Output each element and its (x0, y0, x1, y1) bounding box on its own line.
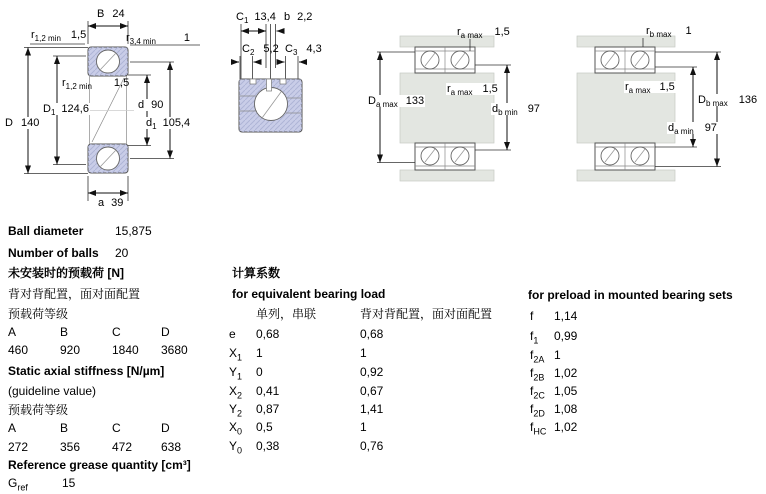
calc-v2-y0: 0,76 (360, 439, 384, 453)
dim-label-db-min: $d_{b min}$ 97 (492, 103, 540, 118)
calc-sym-y2: $Y_2$ (229, 402, 243, 419)
factor-value-f2a: 1 (554, 348, 561, 362)
dim-label-D: D 140 (5, 117, 40, 129)
stiffness-class-a: A (8, 421, 17, 435)
factor-sym-f: f (530, 309, 534, 323)
dim-label-a: a 39 (98, 197, 124, 209)
factor-value-fhc: 1,02 (554, 420, 578, 434)
calc-sym-x0: $X_0$ (229, 420, 243, 437)
preload-class-label: 预载荷等级 (8, 307, 69, 321)
calc-v1-y2: 0,87 (256, 402, 280, 416)
number-of-balls-label: Number of balls (8, 246, 99, 260)
calc-sym-e: e (229, 327, 236, 341)
mounted-set-diagram-right (577, 36, 721, 181)
stiffness-class-c: C (112, 421, 121, 435)
dim-label-D1: $D_1$ 124,6 (43, 103, 89, 118)
factor-sym-f2c: $f_{2C}$ (530, 384, 545, 401)
factor-sym-fhc: $f_{HC}$ (530, 420, 547, 437)
ball-diameter-label: Ball diameter (8, 224, 84, 238)
stiffness-class-b: B (60, 421, 69, 435)
stiffness-value-a: 272 (8, 440, 29, 454)
calc-v2-x1: 1 (360, 346, 367, 360)
preload-class-b: B (60, 325, 69, 339)
stiffness-class-d: D (161, 421, 170, 435)
factor-sym-f2b: $f_{2B}$ (530, 366, 545, 383)
ring-detail-diagram (231, 24, 307, 132)
grease-symbol: $G_{ref}$ (8, 476, 28, 493)
preload-unmounted-heading: 未安装时的预载荷 [N] (8, 266, 124, 280)
calc-v1-x0: 0,5 (256, 420, 273, 434)
calc-v1-y1: 0 (256, 365, 263, 379)
dim-label-ra-max-right: $r_{a max}$ 1,5 (625, 81, 675, 96)
preload-value-c: 1840 (112, 343, 139, 357)
preload-value-d: 3680 (161, 343, 188, 357)
dim-label-ra-max-mid: $r_{a max}$ 1,5 (447, 83, 498, 98)
calc-v2-x0: 1 (360, 420, 367, 434)
calc-v2-x2: 0,67 (360, 384, 384, 398)
preload-class-a: A (8, 325, 17, 339)
preload-value-b: 920 (60, 343, 81, 357)
factor-value-f2c: 1,05 (554, 384, 578, 398)
dim-label-r12-top: $r_{1,2 min}$ 1,5 (31, 29, 87, 44)
calc-sym-y1: $Y_1$ (229, 365, 243, 382)
calc-sym-x1: $X_1$ (229, 346, 243, 363)
calc-v1-y0: 0,38 (256, 439, 280, 453)
factor-value-f: 1,14 (554, 309, 578, 323)
dim-label-C2: $C_2$ 5,2 (242, 43, 279, 58)
arrangement-text: 背对背配置，面对面配置 (8, 287, 141, 301)
dim-label-C1: $C_1$ 13,4 (236, 11, 276, 26)
dim-label-ra-max-top: $r_{a max}$ 1,5 (457, 26, 510, 41)
factor-sym-f1: $f_1$ (530, 329, 539, 346)
calc-col1-header: 单列，串联 (256, 307, 317, 321)
dim-label-r34: $r_{3,4 min}$ 1 (126, 32, 191, 47)
ball-diameter-value: 15,875 (115, 224, 152, 238)
dim-label-da-min: $d_{a min}$ 97 (668, 122, 717, 137)
dim-label-Db-max: $D_{b max}$ 136 (698, 94, 758, 109)
factor-sym-f2d: $f_{2D}$ (530, 402, 545, 419)
dim-label-C3: $C_3$ 4,3 (285, 43, 322, 58)
preload-class-d: D (161, 325, 170, 339)
grease-heading: Reference grease quantity [cm³] (8, 458, 191, 472)
dim-label-rb-max: $r_{b max}$ 1 (646, 25, 692, 40)
dim-label-b: b 2,2 (284, 11, 313, 23)
stiffness-value-c: 472 (112, 440, 133, 454)
preload-class-c: C (112, 325, 121, 339)
dim-label-Da-max: $D_{a max}$ 133 (368, 95, 425, 110)
dim-label-d1: $d_1$ 105,4 (146, 117, 191, 132)
dim-label-d: d 90 (138, 99, 164, 111)
calc-v2-y2: 1,41 (360, 402, 384, 416)
stiffness-class-label: 预载荷等级 (8, 403, 69, 417)
calc-sym-x2: $X_2$ (229, 384, 243, 401)
factor-value-f2d: 1,08 (554, 402, 578, 416)
dim-label-r12-inner: $r_{1,2 min}$ 1,5 (62, 77, 130, 92)
stiffness-note: (guideline value) (8, 384, 97, 398)
factor-sym-f2a: $f_{2A}$ (530, 348, 545, 365)
preload-factors-heading: for preload in mounted bearing sets (528, 288, 733, 302)
stiffness-value-b: 356 (60, 440, 81, 454)
number-of-balls-value: 20 (115, 246, 129, 260)
calc-sym-y0: $Y_0$ (229, 439, 243, 456)
calc-v2-y1: 0,92 (360, 365, 384, 379)
calc-v1-x1: 1 (256, 346, 263, 360)
stiffness-value-d: 638 (161, 440, 182, 454)
calc-col2-header: 背对背配置，面对面配置 (360, 307, 493, 321)
calc-v2-e: 0,68 (360, 327, 384, 341)
calc-v1-e: 0,68 (256, 327, 280, 341)
calc-heading-en: for equivalent bearing load (232, 287, 386, 301)
preload-value-a: 460 (8, 343, 29, 357)
factor-value-f1: 0,99 (554, 329, 578, 343)
dim-label-B: B 24 (97, 8, 125, 20)
grease-value: 15 (62, 476, 76, 490)
calc-heading-zh: 计算系数 (232, 266, 281, 280)
factor-value-f2b: 1,02 (554, 366, 578, 380)
calc-v1-x2: 0,41 (256, 384, 280, 398)
stiffness-heading: Static axial stiffness [N/µm] (8, 364, 165, 378)
